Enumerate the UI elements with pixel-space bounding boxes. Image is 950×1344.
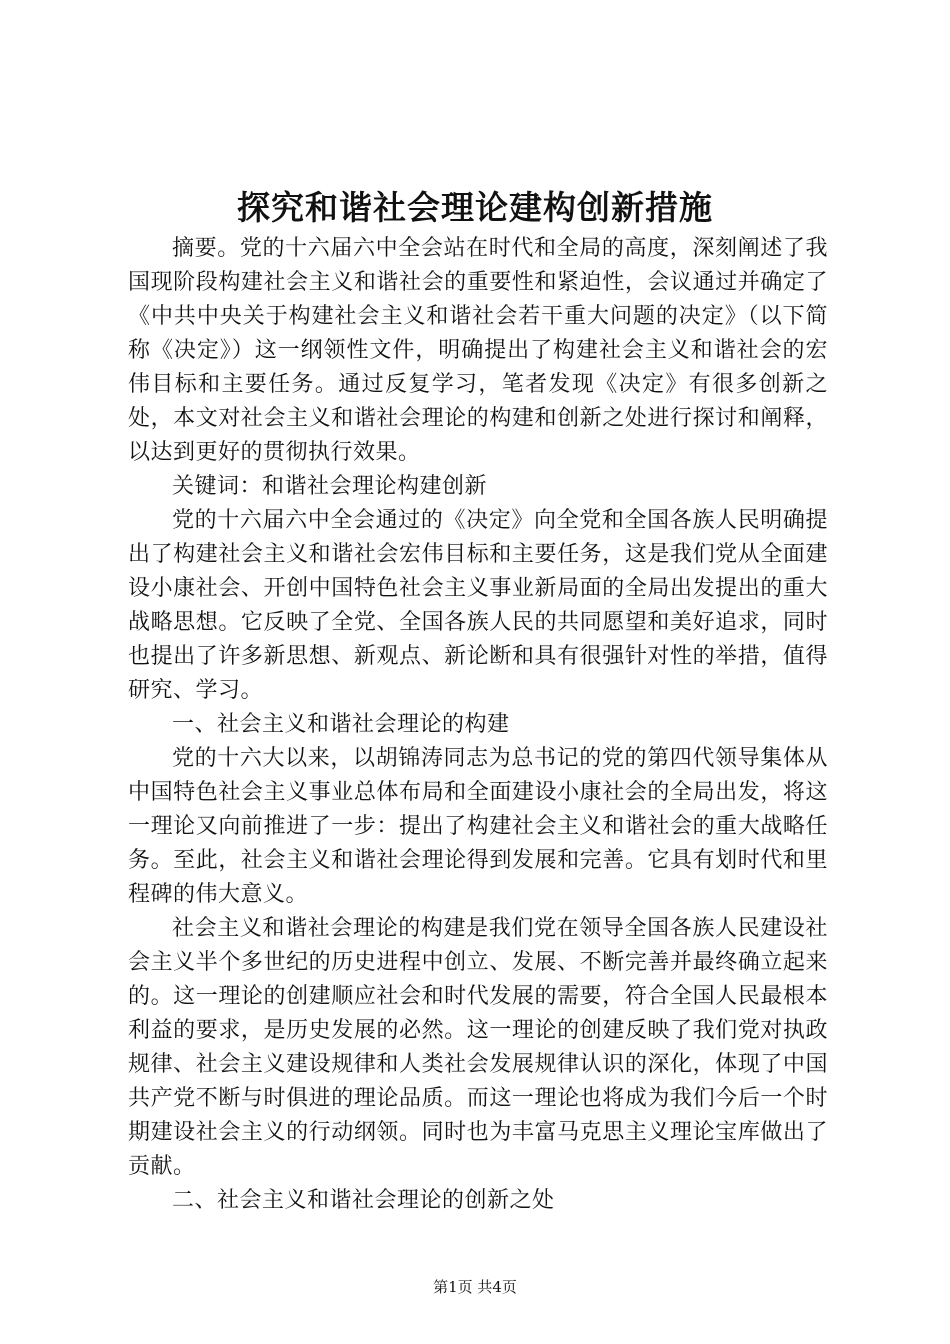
abstract-paragraph: 摘要。党的十六届六中全会站在时代和全局的高度，深刻阐述了我国现阶段构建社会主义和谐社会的重要性和紧迫性，会议通过并确定了《中共中央关于构建社会主义和谐社会若干重大问题的决定》（以下简称《决定》）这一纲领性文件，明确提出了构建社会主义和谐社会的宏伟目标和主要任务。通过反复学习，笔者发现《决定》有很多创新之处，本文对社会主义和谐社会理论的构建和创新之处进行探讨和阐释，以达到更好的贯彻执行效果。 (128, 236, 828, 465)
page-number-footer: 第1页 共4页 (433, 1278, 517, 1296)
section-1-paragraph-1: 党的十六大以来，以胡锦涛同志为总书记的党的第四代领导集体从中国特色社会主义事业总体布局和全面建设小康社会的全局出发，将这一理论又向前推进了一步：提出了构建社会主义和谐社会的重大战略任务。至此，社会主义和谐社会理论得到发展和完善。它具有划时代和里程碑的伟大意义。 (128, 746, 828, 907)
section-heading-2: 二、社会主义和谐社会理论的创新之处 (172, 1188, 555, 1213)
document-body (128, 232, 828, 1218)
document-title: 探究和谐社会理论建构创新措施 (237, 188, 713, 227)
intro-paragraph: 党的十六届六中全会通过的《决定》向全党和全国各族人民明确提出了构建社会主义和谐社会宏伟目标和主要任务，这是我们党从全面建设小康社会、开创中国特色社会主义事业新局面的全局出发提出的重大战略思想。它反映了全党、全国各族人民的共同愿望和美好追求，同时也提出了许多新思想、新观点、新论断和具有很强针对性的举措，值得研究、学习。 (128, 508, 828, 703)
section-heading-1: 一、社会主义和谐社会理论的构建 (172, 712, 510, 737)
section-1-paragraph-2: 社会主义和谐社会理论的构建是我们党在领导全国各族人民建设社会主义半个多世纪的历史进程中创立、发展、不断完善并最终确立起来的。这一理论的创建顺应社会和时代发展的需要，符合全国人民最根本利益的要求，是历史发展的必然。这一理论的创建反映了我们党对执政规律、社会主义建设规律和人类社会发展规律认识的深化，体现了中国共产党不断与时俱进的理论品质。而这一理论也将成为我们今后一个时期建设社会主义的行动纲领。同时也为丰富马克思主义理论宝库做出了贡献。 (128, 916, 828, 1179)
keywords-line: 关键词：和谐社会理论构建创新 (172, 474, 488, 499)
